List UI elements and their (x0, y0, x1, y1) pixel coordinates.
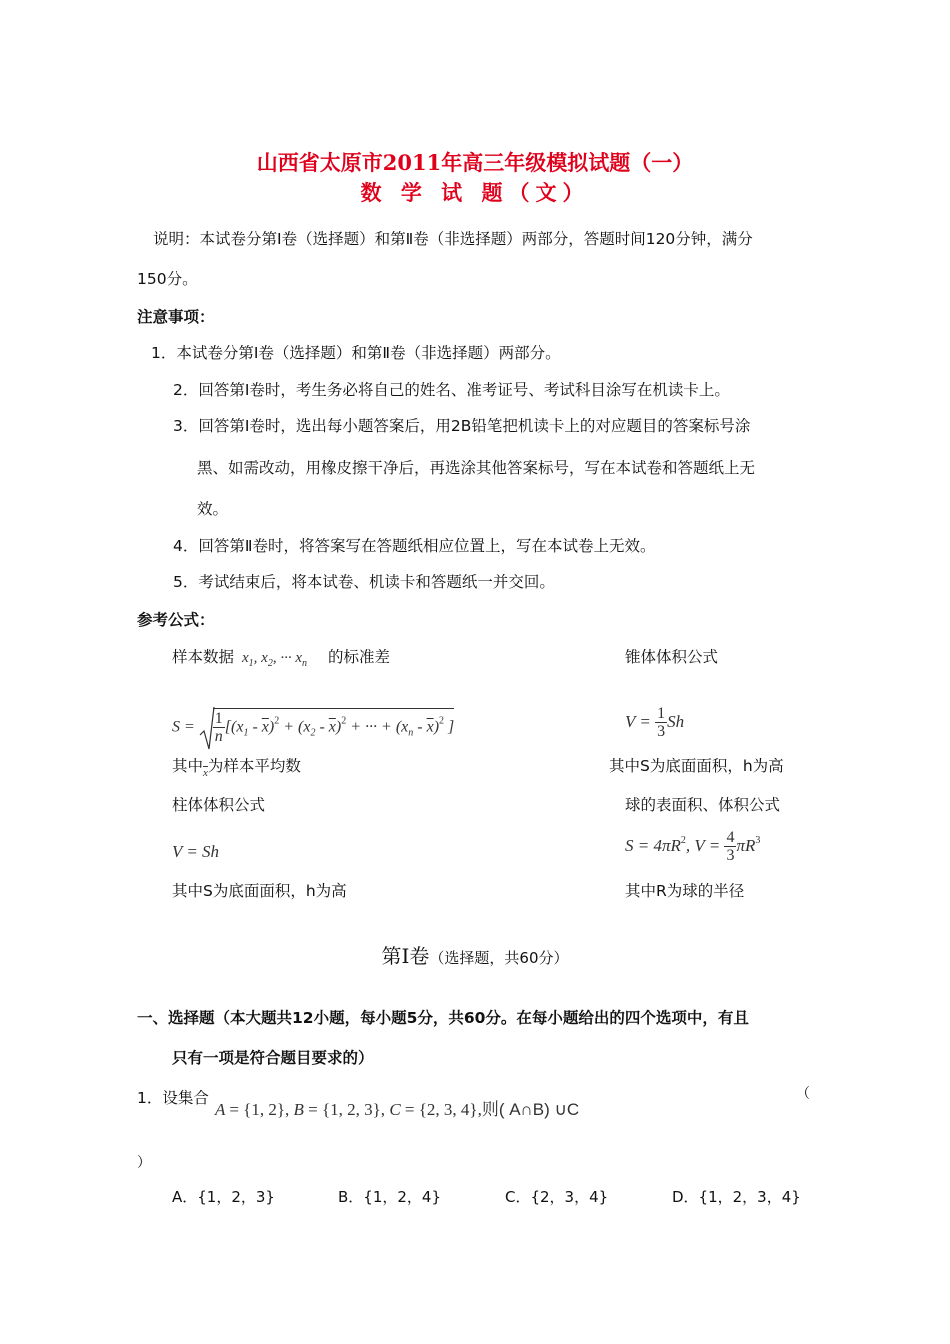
q1-option-b: B．{1，2，4} (338, 1188, 442, 1206)
cone-note: 其中S为底面面积，h为高 (609, 757, 784, 775)
prism-label: 柱体体积公式 (172, 796, 266, 814)
exam-subtitle: 数 学 试 题（文） (360, 180, 590, 205)
intro-line-1: 说明：本试卷分第Ⅰ卷（选择题）和第Ⅱ卷（非选择题）两部分，答题时间120分钟，满分 (153, 230, 753, 248)
prism-note: 其中S为底面面积，h为高 (172, 882, 347, 900)
prism-formula: V = Sh (172, 842, 220, 861)
q1-option-c: C．{2，3，4} (505, 1188, 609, 1206)
note-item-3-cont: 黑、如需改动，用橡皮擦干净后，再选涂其他答案标号，写在本试卷和答题纸上无 (197, 459, 756, 477)
answer-paren-close: ） (137, 1155, 151, 1171)
note-item-3: 3．回答第Ⅰ卷时，选出每小题答案后，用2B铅笔把机读卡上的对应题目的答案标号涂 (173, 417, 751, 435)
q1-option-a: A．{1，2，3} (172, 1188, 275, 1206)
formulas-heading: 参考公式： (137, 611, 215, 629)
sphere-note: 其中R为球的半径 (625, 882, 745, 900)
note-item-5: 5．考试结束后，将本试卷、机读卡和答题纸一并交回。 (173, 573, 555, 591)
mean-symbol: x (203, 767, 208, 779)
sample-data-expr: $x_1$, $x_2$, ··· $x_n$ (242, 650, 308, 669)
note-item-4: 4．回答第Ⅱ卷时，将答案写在答题纸相应位置上，写在本试卷上无效。 (173, 537, 656, 555)
std-note: 其中$_{\overline{x}}$为样本平均数 (172, 757, 301, 779)
exam-title: 山西省太原市2011年高三年级模拟试题（一） (256, 150, 694, 175)
std-formula: S = $\frac{1}{n}$ [$(x_1 - \overline{x})^2 + (x_2 - \overline{x})^2$ + ··· + $(x_n - \overline{x})^2$ ] (172, 705, 454, 751)
q1-option-d: D．{1，2，3，4} (672, 1188, 801, 1206)
cone-formula: V = $\frac{1}{3}$ Sh (625, 705, 685, 740)
std-label-a: 样本数据 (172, 648, 235, 666)
part-1-line-1: 一、选择题（本大题共12小题，每小题5分，共60分。在每小题给出的四个选项中，有且 (137, 1009, 749, 1027)
note-item-1: 1．本试卷分第Ⅰ卷（选择题）和第Ⅱ卷（非选择题）两部分。 (151, 344, 561, 362)
part-1-line-2: 只有一项是符合题目要求的） (172, 1049, 374, 1067)
note-item-2: 2．回答第Ⅰ卷时，考生务必将自己的姓名、准考证号、考试科目涂写在机读卡上。 (173, 381, 730, 399)
note-item-3-end: 效。 (197, 500, 229, 518)
intro-line-2: 150分。 (137, 270, 198, 288)
section-1-heading: 第Ⅰ卷（选择题，共60分） (381, 944, 569, 968)
notes-heading: 注意事项： (137, 308, 215, 326)
q1-expression: A = {1, 2}, B = {1, 2, 3}, C = {2, 3, 4},则( A∩B) ∪C (215, 1100, 580, 1119)
sphere-label: 球的表面积、体积公式 (625, 796, 781, 814)
cone-label: 锥体体积公式 (625, 648, 719, 666)
std-label-b: 的标准差 (328, 648, 391, 666)
answer-paren-open: （ (796, 1086, 810, 1102)
sphere-formula: $S = 4\pi R^2$, V = $\frac{4}{3}$ $\pi R^3$ (625, 829, 761, 864)
q1-number: 1．设集合 (137, 1089, 209, 1107)
